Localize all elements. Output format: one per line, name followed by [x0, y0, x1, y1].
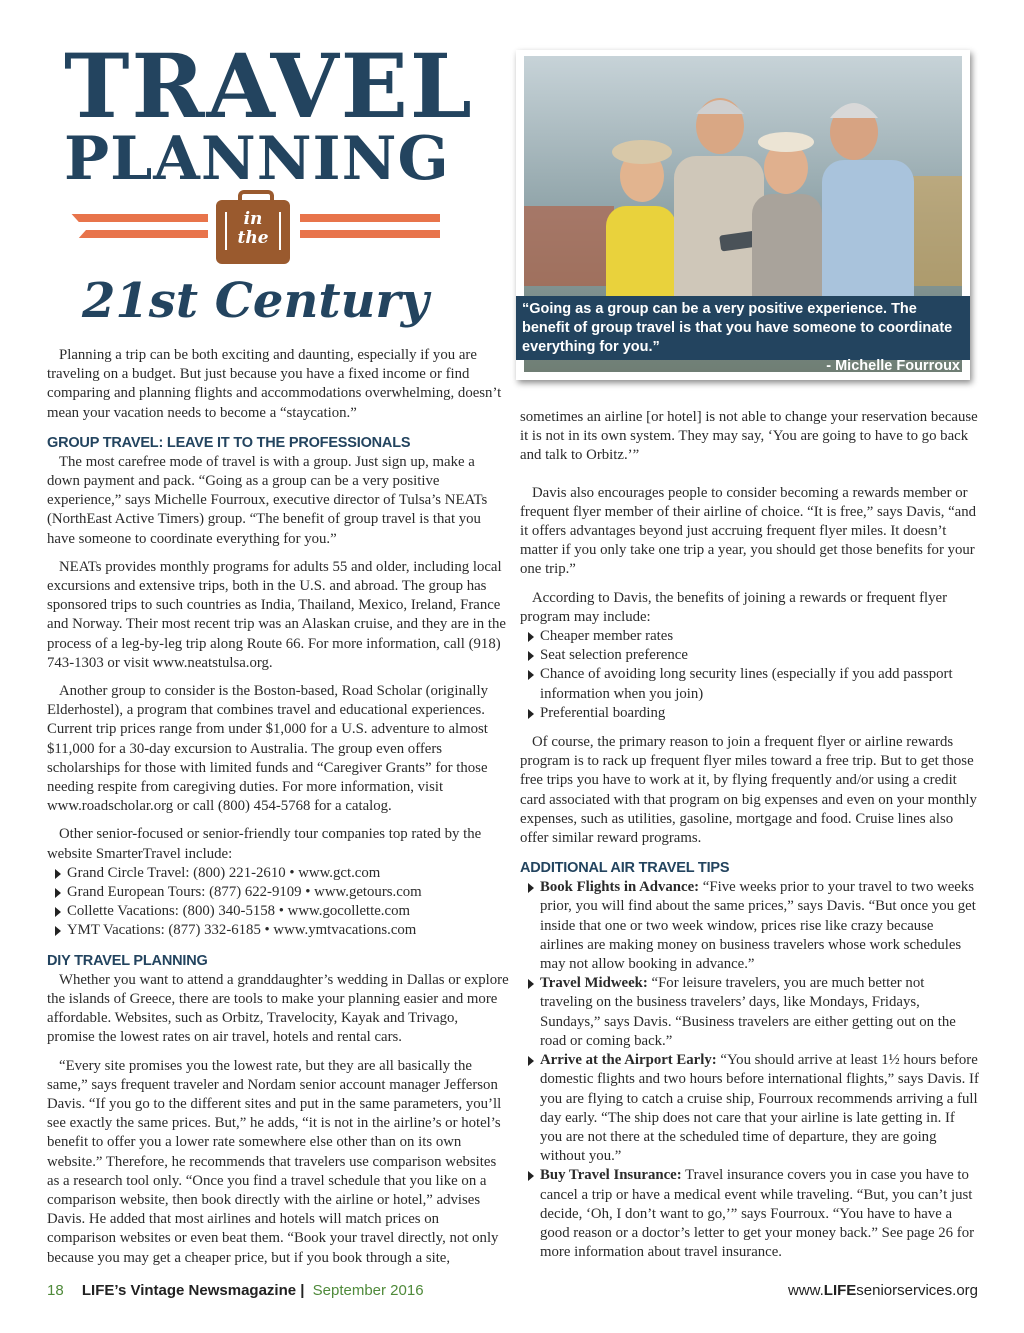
rewards-paragraph: Davis also encourages people to consider becoming a rewards member or frequent flyer member of their airline of choice. “It is free,” says Davis, “and it offers advantages beyond just accruing frequent flyer miles. It doesn’t matter if you only take one trip a year, you should get those benefits for your one trip.”	[520, 484, 977, 578]
arrow-bullet-icon	[528, 651, 534, 661]
list-item: Book Flights in Advance: “Five weeks prior to your travel to two weeks prior, you will find about the same prices,” says Davis. “But once you get inside that one or two week window, prices rise like crazy because airlines are making money on business travelers whose work schedules may not allow booking in advance.”	[520, 878, 980, 974]
arrow-bullet-icon	[528, 709, 534, 719]
suitcase-icon	[216, 200, 290, 264]
title-planning: PLANNING	[64, 124, 450, 194]
primary-reason-paragraph: Of course, the primary reason to join a frequent flyer or airline rewards program is to rack up frequent flyer miles toward a free trip. But to get those free trips you have to work at it, by flying frequently and/or using a credit card associated with that program on big expenses and even on your monthly expenses, such as utilities, gasoline, mortgage and food. Cruise lines also offer similar reward programs.	[520, 734, 977, 847]
footer-separator: |	[300, 1282, 305, 1299]
magazine-name: LIFE’s Vintage Newsmagazine	[81, 1282, 297, 1299]
issue-date: September 2016	[312, 1282, 424, 1299]
caption-quote: “Going as a group can be a very positive experience. The benefit of group travel is that you have someone to coordinate everything for you.”	[522, 301, 953, 355]
page-number: 18	[47, 1282, 64, 1299]
list-item: Seat selection preference	[520, 646, 980, 665]
arrow-bullet-icon	[55, 907, 61, 917]
arrow-bullet-icon	[528, 1171, 534, 1181]
arrow-bullet-icon	[528, 1056, 534, 1066]
list-item: Collette Vacations: (800) 340-5158 • www.gocollette.com	[47, 902, 509, 921]
photo-caption	[516, 296, 970, 374]
list-item: Grand Circle Travel: (800) 221-2610 • www.gct.com	[47, 864, 509, 883]
group-paragraph-2: NEATs provides monthly programs for adults 55 and older, including local excursions and extensive trips, both in the U.S. and abroad. The group has sponsored trips to such countries as India, Thailand, Mexico, Ireland, France and Norway. Their most recent trip was an Alaskan cruise, and they are in the process of a leg-by-leg trip along Route 66. For more information, call (918) 743-1303 or visit www.neatstulsa.org.	[47, 558, 506, 671]
badge-the: the	[237, 228, 269, 248]
arrow-bullet-icon	[528, 883, 534, 893]
group-paragraph-1: The most carefree mode of travel is with a group. Just sign up, make a down payment and pack. “Going as a group can be a very positive experience,” says Michelle Fourroux, executive director of Tulsa’s NEATs (NorthEast Active Timers) group. “The benefit of group travel is that you have someone to coordinate everything for you.”	[47, 453, 488, 547]
group-paragraph-4: Other senior-focused or senior-friendly tour companies top rated by the website SmarterTravel include:	[47, 826, 482, 862]
arrow-bullet-icon	[528, 979, 534, 989]
heading-diy: DIY TRAVEL PLANNING	[47, 952, 208, 969]
list-item: Grand European Tours: (877) 622-9109 • www.getours.com	[47, 883, 509, 902]
list-item: Arrive at the Airport Early: “You should arrive at least 1½ hours before domestic flights and two hours before international flights,” says Davis. If you are flying to catch a cruise ship, Fourroux recommends arriving a full day early. “The ship does not care that your airline is late getting in. If you are not there at the scheduled time of departure, they are going without you.”	[520, 1051, 980, 1166]
arrow-bullet-icon	[55, 888, 61, 898]
arrow-bullet-icon	[528, 670, 534, 680]
diy-paragraph-2: “Every site promises you the lowest rate, but they are all basically the same,” says frequent traveler and Nordam senior account manager Jefferson Davis. “If you go to the different sites and put in the same parameters, you’ll see exactly the same prices. But,” he adds, “it is not in the airline’s or hotel’s benefit to offer you a lower rate somewhere else other than on its own website.” Therefore, he recommends that travelers use comparison websites as a research tool only. “Once you find a travel schedule that you like on a comparison website, then book directly with the airline or hotel,” advises Davis. He added that most airlines and hotels will match prices on comparison websites or even beat them. “Book your travel directly, not only because you may get a cheaper price, but if you book through a site,	[47, 1057, 502, 1266]
list-item: Buy Travel Insurance: Travel insurance covers you in case you have to cancel a trip or have a medical event while traveling. “But, you can’t just decide, ‘Oh, I don’t want to go,’” says Fourroux. “You have to have a good reason or a doctor’s letter to get your money back.” See page 26 for more information about travel insurance.	[520, 1166, 980, 1262]
website-url[interactable]: www.LIFEseniorservices.org	[787, 1282, 978, 1299]
list-item: Travel Midweek: “For leisure travelers, you are much better not traveling on the business travelers’ days, like Mondays, Fridays, Sundays,” says Davis. “Business travelers are either getting out on the road or coming back.”	[520, 974, 980, 1051]
intro-paragraph: Planning a trip can be both exciting and daunting, especially if you are traveling on a budget. But just because you have a fixed income or find comparing and planning flights and accommodations overwhelming, doesn’t mean your vacation needs to become a “staycation.”	[47, 347, 502, 421]
arrow-bullet-icon	[55, 869, 61, 879]
badge-in: in	[243, 209, 263, 229]
photo-frame	[516, 50, 970, 380]
arrow-bullet-icon	[55, 926, 61, 936]
arrow-bullet-icon	[528, 632, 534, 642]
heading-air-tips: ADDITIONAL AIR TRAVEL TIPS	[520, 860, 730, 877]
air-tips-list	[520, 878, 980, 1262]
benefits-intro: According to Davis, the benefits of joining a rewards or frequent flyer program may include:	[520, 589, 947, 625]
list-item: Chance of avoiding long security lines (especially if you add passport information when you join)	[520, 665, 980, 703]
page-footer	[47, 1282, 978, 1302]
title-banner	[64, 194, 454, 272]
right-column	[520, 408, 980, 1272]
continued-paragraph: sometimes an airline [or hotel] is not able to change your reservation because it is not in its own system. They may say, ‘You are going to have to go back and talk to Orbitz.’”	[520, 409, 978, 464]
list-item: YMT Vacations: (877) 332-6185 • www.ymtvacations.com	[47, 921, 509, 940]
title-travel: TRAVEL	[64, 34, 474, 138]
tour-company-list	[47, 864, 509, 941]
benefits-list	[520, 627, 980, 723]
diy-paragraph-1: Whether you want to attend a granddaughter’s wedding in Dallas or explore the islands of Greece, there are tools to make your planning easier and more affordable. Websites, such as Orbitz, Travelocity, Kayak and Trivago, promise the lowest rates on air travel, hotels and rental cars.	[47, 971, 509, 1046]
article-title	[64, 34, 474, 329]
caption-attribution: - Michelle Fourroux	[826, 358, 960, 374]
list-item: Preferential boarding	[520, 704, 980, 723]
left-column	[47, 346, 509, 1277]
group-paragraph-3: Another group to consider is the Boston-based, Road Scholar (originally Elderhostel), a program that combines travel and educational experiences. Current trip prices range from under $1,000 for a U.S. adventure to almost $11,000 for a 30-day excursion to Australia. The group even offers scholarships for those with limited funds and “Caregiver Grants” for those needing respite from caregiving duties. For more information, visit www.roadscholar.org or call (800) 454-5768 for a catalog.	[47, 683, 489, 815]
title-century: 21st Century	[82, 273, 429, 329]
heading-group-travel: GROUP TRAVEL: LEAVE IT TO THE PROFESSIONALS	[47, 434, 411, 451]
list-item: Cheaper member rates	[520, 627, 980, 646]
